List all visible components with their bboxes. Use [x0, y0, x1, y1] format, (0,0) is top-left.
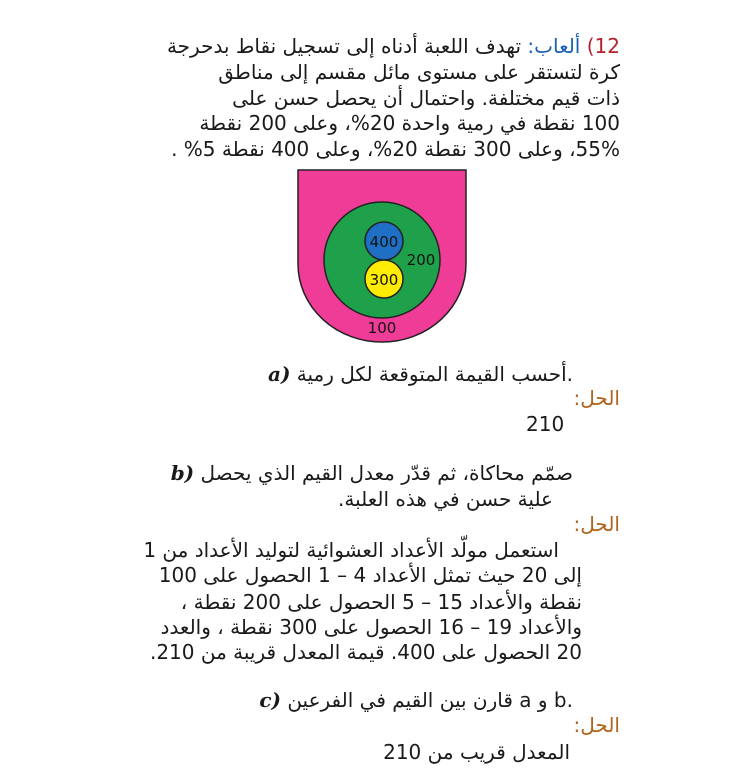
part-c-answer: المعدل قريب من 210 — [383, 740, 570, 764]
part-a-question — [73, 362, 573, 386]
part-b-question — [73, 461, 573, 485]
part-b-letter: b) — [170, 461, 195, 485]
part-b-answer-line: استعمل مولّد الأعداد العشوائية لتوليد الأعداد من 1 — [143, 538, 559, 562]
problem-line-1 — [20, 34, 620, 58]
zone-400-label: 400 — [369, 233, 399, 251]
part-b-answer-line: نقطة والأعداد 15 – 5 الحصول على 200 نقطة ، — [180, 590, 582, 614]
part-b-answer-line: إلى 20 حيث تمثل الأعداد 4 – 1 الحصول على 100 — [158, 563, 582, 587]
part-b-answer-line: 20 الحصول على 400. قيمة المعدل قريبة من 210. — [149, 640, 582, 664]
problem-text-line: 55%، وعلى 300 نقطة 20%، وعلى 400 نقطة 5% . — [171, 137, 620, 161]
part-b-answer-line: والأعداد 19 – 16 الحصول على 300 نقطة ، والعدد — [160, 615, 582, 639]
zone-200-label: 200 — [406, 251, 436, 269]
part-a-letter: a) — [268, 362, 291, 386]
zone-300-label: 300 — [369, 271, 399, 289]
part-a-answer: 210 — [526, 412, 565, 436]
target-diagram — [296, 168, 468, 344]
problem-text-line: تهدف اللعبة أدناه إلى تسجيل نقاط بدحرجة — [166, 34, 522, 58]
problem-text-line: ذات قيم مختلفة. واحتمال أن يحصل حسن على — [232, 86, 620, 110]
part-a-solution-label: الحل: — [573, 386, 620, 410]
problem-text-line: 100 نقطة في رمية واحدة 20%، وعلى 200 نقطة — [199, 111, 620, 135]
part-b-question-text: صمّم محاكاة، ثم قدّر معدل القيم الذي يحصل — [200, 461, 573, 485]
part-c-question-text: قارن بين القيم في الفرعين a و b. — [287, 688, 573, 712]
part-c-solution-label: الحل: — [573, 713, 620, 737]
problem-topic: ألعاب: — [527, 34, 581, 58]
part-b-solution-label: الحل: — [573, 512, 620, 536]
part-a-question-text: أحسب القيمة المتوقعة لكل رمية. — [296, 362, 573, 386]
zone-100-label: 100 — [367, 319, 397, 337]
part-b-question-text: علية حسن في هذه العلبة. — [338, 487, 553, 511]
problem-number: 12) — [586, 34, 620, 58]
part-c-question — [73, 688, 573, 712]
part-c-letter: c) — [259, 688, 281, 712]
problem-text-line: كرة لتستقر على مستوى مائل مقسم إلى مناطق — [218, 60, 620, 84]
